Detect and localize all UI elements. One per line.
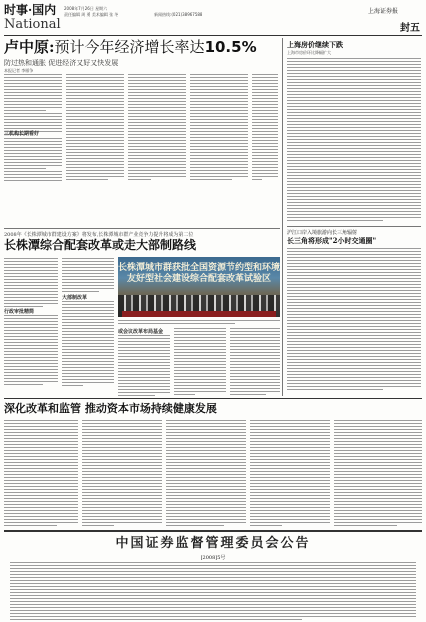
masthead-rule [4, 35, 422, 36]
feature-body-col1 [4, 420, 78, 528]
contact-line: 新闻热线:(021)38967588 [154, 12, 203, 17]
page-label: 封五 [400, 23, 420, 34]
section-title: 时事·国内 [4, 3, 57, 17]
lead-body-col2 [66, 74, 124, 182]
side-story-rule [287, 226, 421, 227]
lead-body-col3 [128, 74, 186, 182]
right-col-body [287, 248, 421, 392]
announcement-number: [2008]5号 [200, 555, 226, 561]
czt-body-col2 [62, 258, 114, 294]
feature-body-col4 [250, 420, 330, 528]
lead-body-col1b [4, 138, 62, 183]
photo-banner: 长株潭城市群获批全国资源节约型和环境友好型社会建设综合配套改革试验区 [118, 263, 280, 284]
czt-headline: 长株潭综合配套改革或走大部制路线 [4, 238, 197, 252]
side-subhead: 上海市房价环比降幅扩大 [287, 50, 331, 55]
lead-body-col4 [190, 74, 248, 182]
czt-body-col2b [62, 301, 114, 388]
side-headline: 上海房价继续下跌 [287, 40, 343, 49]
lead-subhead-2: 三机构长期看好 [4, 131, 40, 137]
lead-body-col1 [4, 74, 62, 137]
czt-body-col4 [174, 328, 226, 397]
lead-headline-prefix: 卢中原: [4, 38, 55, 56]
lead-body-col5 [252, 74, 278, 182]
date-line: 2008年7月26日 星期六 [64, 6, 108, 11]
lead-headline-num: 10.5% [204, 38, 257, 56]
feature-body-col5 [334, 420, 422, 528]
feature-top-rule [4, 398, 422, 399]
right-col-divider [282, 38, 283, 396]
czt-body-col1 [4, 258, 58, 309]
editors-line: 责任编辑 周 勇 美术编辑 张 冬 [64, 12, 119, 17]
czt-body-col5 [230, 328, 280, 397]
announcement-top-rule [4, 530, 422, 532]
feature-headline: 深化改革和监管 推动资本市场持续健康发展 [4, 402, 217, 415]
section-title-en: National [4, 17, 61, 32]
meeting-photo [118, 257, 280, 317]
masthead [4, 3, 422, 43]
announcement-title: 中国证券监督管理委员会公告 [115, 536, 311, 551]
feature-body-col2 [82, 420, 162, 528]
lead-headline [4, 38, 274, 56]
side-body-a [287, 58, 421, 223]
photo-caption [118, 320, 280, 326]
announcement-body [10, 562, 416, 622]
right-col-headline: 沪江口岸入境旅游向长三角辐射 [287, 230, 358, 236]
lead-byline: 本报记者 李雁争 [4, 68, 34, 73]
czt-sub1: 行政审批精简 [4, 309, 35, 315]
czt-body-col1b [4, 315, 58, 387]
czt-sub2: 大部制改革 [62, 295, 88, 301]
czt-top-rule [4, 228, 280, 229]
czt-body-col3 [118, 335, 170, 398]
lead-headline-main: 预计今年经济增长率达 [54, 38, 205, 56]
czt-sub3: 或会议改革布局基金 [118, 329, 164, 335]
paper-name: 上海证券报 [367, 8, 398, 15]
right-col-subhead: 长三角将形成"2小时交通圈" [287, 236, 377, 245]
photo-table [122, 311, 276, 317]
feature-body-col3 [166, 420, 246, 528]
lead-subhead: 防过热和通胀 促进经济又好又快发展 [4, 59, 119, 67]
czt-kicker: 2008年《长株潭城市群建设方案》将发布,长株潭城市群产业竞争力提升将成为第二位 [4, 232, 194, 238]
